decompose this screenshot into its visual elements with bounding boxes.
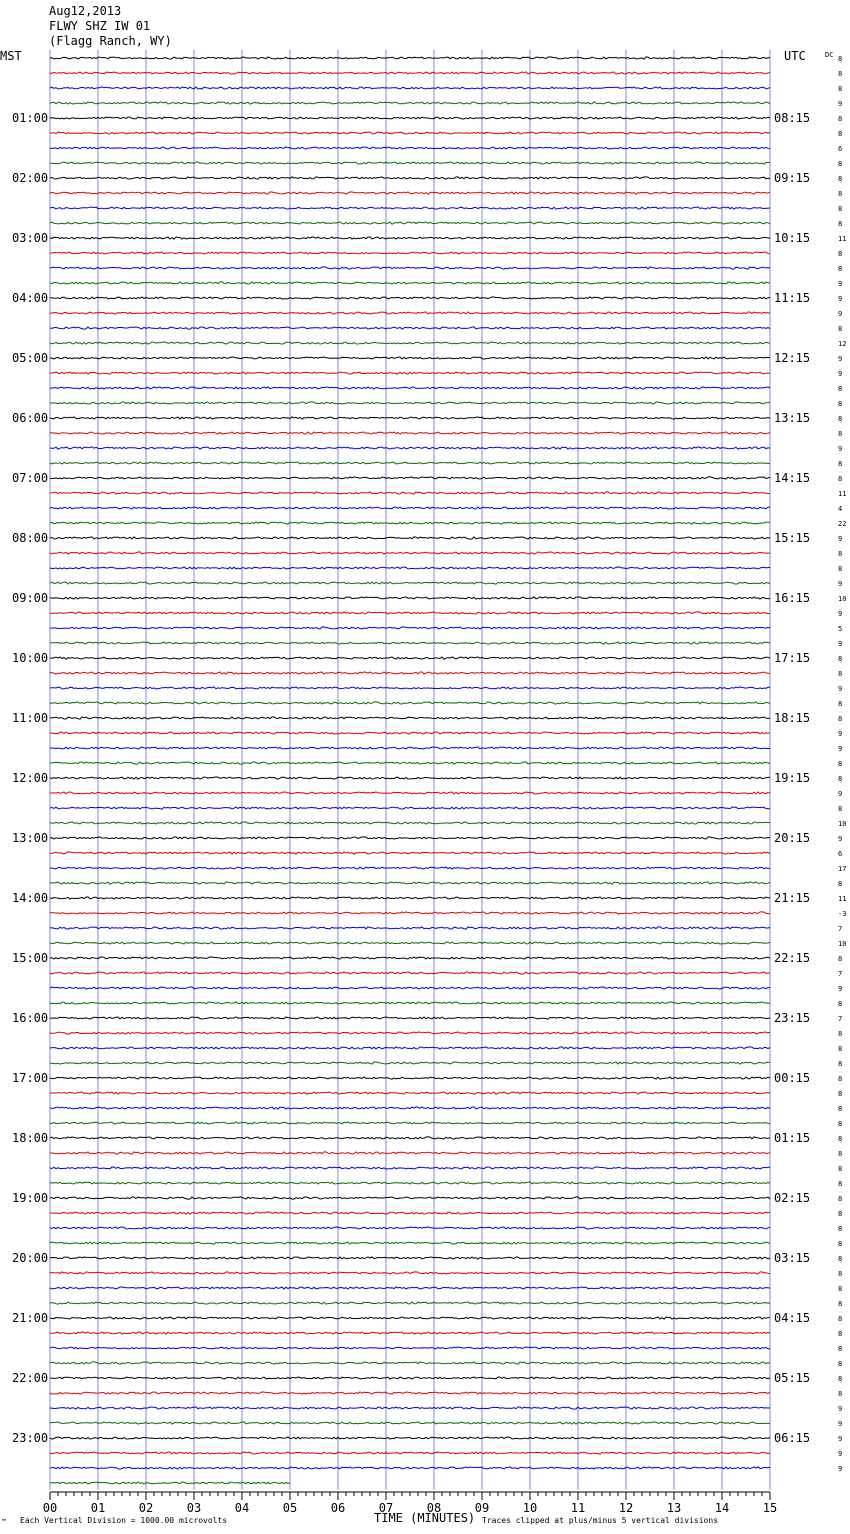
dc-offset-label: 8 [838,880,843,888]
dc-offset-label: 8 [838,385,843,393]
dc-offset-label: 8 [838,655,843,663]
trace-line [50,852,770,854]
right-hour-label: 14:15 [774,471,811,485]
trace-line [50,687,770,689]
trace-line [50,942,770,944]
dc-offset-label: 9 [838,835,843,843]
trace-line [50,1302,770,1304]
dc-offset-label: 9 [838,1405,843,1413]
clip-note: Traces clipped at plus/minus 5 vertical divisions [482,1516,719,1525]
trace-line [50,1422,770,1424]
dc-offset-label: 9 [838,370,843,378]
dc-offset-label: 11 [838,490,847,498]
trace-line [50,72,770,74]
left-hour-label: 04:00 [12,291,49,305]
header-date: Aug12,2013 [49,4,122,18]
trace-line [50,237,770,239]
right-hour-label: 15:15 [774,531,811,545]
trace-line [50,1287,770,1289]
trace-line [50,1482,290,1484]
trace-line [50,822,770,824]
dc-offset-label: 8 [838,1030,843,1038]
dc-offset-label: 10 [838,820,847,828]
dc-offset-label: 8 [838,700,843,708]
trace-line [50,1017,770,1019]
trace-line [50,912,770,914]
dc-offset-label: 8 [838,1210,843,1218]
dc-offset-label: 8 [838,250,843,258]
dc-offset-label: 8 [838,1075,843,1083]
dc-offset-label: 8 [838,1225,843,1233]
dc-offset-label: 9 [838,1420,843,1428]
dc-offset-label: 8 [838,415,843,423]
x-tick-label: 00 [42,1501,58,1515]
dc-offset-label: 8 [838,1300,843,1308]
right-hour-label: 23:15 [774,1011,811,1025]
trace-line [50,357,770,359]
trace-line [50,612,770,614]
x-tick-label: 14 [714,1501,730,1515]
right-hour-label: 22:15 [774,951,811,965]
x-tick-label: 11 [570,1501,586,1515]
dc-offset-label: 4 [838,505,843,513]
trace-line [50,222,770,224]
trace-line [50,957,770,959]
dc-offset-label: 8 [838,55,843,63]
dc-offset-label: 9 [838,580,843,588]
trace-line [50,702,770,704]
trace-line [50,1272,770,1274]
dc-offset-label: 8 [838,1330,843,1338]
trace-line [50,627,770,629]
left-hour-label: 14:00 [12,891,49,905]
dc-offset-label: 8 [838,1195,843,1203]
trace-line [50,1332,770,1334]
dc-offset-label: 8 [838,1105,843,1113]
trace-line [50,1062,770,1064]
dc-offset-label: 6 [838,850,843,858]
trace-line [50,1362,770,1364]
dc-offset-label: 9 [838,730,843,738]
trace-line [50,297,770,299]
trace-line [50,447,770,449]
trace-line [50,1257,770,1259]
trace-line [50,972,770,974]
trace-line [50,807,770,809]
dc-offset-label: 8 [838,1345,843,1353]
x-tick-label: 10 [522,1501,538,1515]
right-hour-label: 12:15 [774,351,811,365]
left-hour-label: 06:00 [12,411,49,425]
dc-offset-label: 8 [838,1180,843,1188]
trace-line [50,1107,770,1109]
dc-offset-label: 9 [838,280,843,288]
dc-offset-label: 8 [838,475,843,483]
trace-line [50,312,770,314]
trace-line [50,1377,770,1379]
left-axis-label: MST [0,49,22,63]
trace-line [50,372,770,374]
left-hour-label: 03:00 [12,231,49,245]
dc-offset-label: 10 [838,595,847,603]
dc-offset-label: 9 [838,745,843,753]
dc-offset-label: 7 [838,1015,843,1023]
right-hour-label: 08:15 [774,111,811,125]
trace-line [50,1437,770,1439]
left-hour-label: 10:00 [12,651,49,665]
trace-line [50,1452,770,1454]
left-hour-label: 17:00 [12,1071,49,1085]
trace-line [50,762,770,764]
trace-line [50,387,770,389]
trace-line [50,282,770,284]
dc-offset-label: 8 [838,1000,843,1008]
left-hour-label: 23:00 [12,1431,49,1445]
dc-offset-label: 8 [838,1270,843,1278]
trace-line [50,777,770,779]
dc-offset-label: 8 [838,460,843,468]
trace-line [50,837,770,839]
right-hour-label: 10:15 [774,231,811,245]
dc-offset-label: 7 [838,970,843,978]
trace-line [50,567,770,569]
scale-note: Each Vertical Division = 1000.00 microvolts [20,1516,228,1525]
dc-offset-label: 9 [838,445,843,453]
trace-line [50,162,770,164]
right-hour-label: 04:15 [774,1311,811,1325]
trace-line [50,1407,770,1409]
dc-offset-label: 6 [838,145,843,153]
right-hour-label: 02:15 [774,1191,811,1205]
dc-offset-label: 8 [838,670,843,678]
dc-offset-label: 8 [838,175,843,183]
trace-line [50,597,770,599]
dc-label: DC [825,51,834,59]
left-hour-label: 20:00 [12,1251,49,1265]
trace-line [50,1047,770,1049]
dc-offset-label: 12 [838,340,847,348]
trace-line [50,1467,770,1469]
trace-line [50,1032,770,1034]
dc-offset-label: 8 [838,1390,843,1398]
trace-line [50,57,770,59]
x-tick-label: 05 [282,1501,298,1515]
x-tick-label: 06 [330,1501,346,1515]
dc-offset-label: 8 [838,1285,843,1293]
dc-offset-label: 8 [838,325,843,333]
trace-line [50,1122,770,1124]
trace-line [50,732,770,734]
left-hour-label: 07:00 [12,471,49,485]
dc-offset-label: 8 [838,1165,843,1173]
left-hour-label: 11:00 [12,711,49,725]
trace-line [50,717,770,719]
x-tick-label: 04 [234,1501,250,1515]
trace-line [50,537,770,539]
right-hour-label: 03:15 [774,1251,811,1265]
right-hour-label: 01:15 [774,1131,811,1145]
trace-line [50,87,770,89]
dc-offset-label: 9 [838,640,843,648]
right-hour-label: 20:15 [774,831,811,845]
trace-line [50,492,770,494]
dc-offset-label: 9 [838,355,843,363]
dc-offset-label: 8 [838,115,843,123]
right-hour-label: 00:15 [774,1071,811,1085]
dc-offset-label: 9 [838,310,843,318]
dc-offset-label: 9 [838,790,843,798]
dc-offset-label: 9 [838,535,843,543]
footer-mark: ™ [2,1518,7,1526]
dc-offset-label: 8 [838,430,843,438]
right-hour-label: 18:15 [774,711,811,725]
trace-line [50,117,770,119]
dc-offset-label: 8 [838,955,843,963]
left-hour-label: 08:00 [12,531,49,545]
header-station: FLWY SHZ IW 01 [49,19,151,33]
trace-line [50,477,770,479]
dc-offset-label: 8 [838,1240,843,1248]
trace-line [50,252,770,254]
right-hour-label: 17:15 [774,651,811,665]
right-axis-label: UTC [784,49,806,63]
dc-offset-label: 9 [838,985,843,993]
dc-offset-label: 9 [838,1465,843,1473]
trace-line [50,657,770,659]
trace-line [50,1092,770,1094]
trace-line [50,642,770,644]
trace-line [50,927,770,929]
trace-line [50,147,770,149]
x-tick-label: 12 [618,1501,634,1515]
left-hour-label: 21:00 [12,1311,49,1325]
trace-line [50,1242,770,1244]
dc-offset-label: 8 [838,1375,843,1383]
seismogram-traces [50,57,770,1484]
trace-line [50,552,770,554]
trace-line [50,1317,770,1319]
trace-line [50,987,770,989]
dc-offset-label: 8 [838,85,843,93]
trace-line [50,792,770,794]
trace-line [50,177,770,179]
trace-line [50,207,770,209]
left-hour-label: 18:00 [12,1131,49,1145]
dc-offset-label: 8 [838,265,843,273]
right-hour-label: 09:15 [774,171,811,185]
left-hour-label: 15:00 [12,951,49,965]
left-hour-label: 02:00 [12,171,49,185]
dc-offset-label: 8 [838,1060,843,1068]
dc-offset-label: 8 [838,130,843,138]
trace-line [50,1212,770,1214]
left-hour-label: 13:00 [12,831,49,845]
dc-offset-label: 8 [838,160,843,168]
dc-offset-label: 9 [838,1450,843,1458]
dc-offset-label: 8 [838,760,843,768]
trace-line [50,1077,770,1079]
dc-offset-label: 8 [838,715,843,723]
dc-offset-label: 8 [838,1090,843,1098]
x-tick-label: 09 [474,1501,490,1515]
trace-line [50,1347,770,1349]
trace-line [50,897,770,899]
x-tick-label: 13 [666,1501,682,1515]
dc-offset-label: 8 [838,1255,843,1263]
dc-offset-label: 8 [838,1045,843,1053]
dc-offset-label: 9 [838,295,843,303]
dc-offset-label: 8 [838,1120,843,1128]
right-hour-label: 11:15 [774,291,811,305]
trace-line [50,522,770,524]
left-hour-label: 12:00 [12,771,49,785]
trace-line [50,1392,770,1394]
trace-line [50,1002,770,1004]
dc-offset-label: 9 [838,685,843,693]
right-hour-label: 19:15 [774,771,811,785]
dc-offset-label: 8 [838,1360,843,1368]
dc-offset-label: 11 [838,895,847,903]
trace-line [50,867,770,869]
left-hour-label: 22:00 [12,1371,49,1385]
dc-offset-label: 8 [838,1135,843,1143]
trace-line [50,582,770,584]
dc-offset-label: 11 [838,235,847,243]
dc-offset-label: 8 [838,70,843,78]
trace-line [50,192,770,194]
trace-line [50,402,770,404]
trace-line [50,1182,770,1184]
dc-offset-label: 9 [838,610,843,618]
trace-line [50,1197,770,1199]
dc-offset-label: -3 [838,910,847,918]
x-tick-label: 07 [378,1501,394,1515]
right-hour-label: 05:15 [774,1371,811,1385]
x-tick-label: 08 [426,1501,442,1515]
trace-line [50,1227,770,1229]
trace-line [50,417,770,419]
dc-offset-label: 17 [838,865,847,873]
dc-offset-label: 7 [838,925,843,933]
right-hour-label: 13:15 [774,411,811,425]
trace-line [50,1167,770,1169]
trace-line [50,102,770,104]
left-hour-label: 05:00 [12,351,49,365]
dc-offset-label: 8 [838,775,843,783]
dc-offset-label: 9 [838,1435,843,1443]
trace-line [50,462,770,464]
right-hour-label: 21:15 [774,891,811,905]
trace-line [50,342,770,344]
right-hour-label: 06:15 [774,1431,811,1445]
dc-offset-label: 8 [838,220,843,228]
dc-offset-label: 8 [838,550,843,558]
x-tick-label: 01 [90,1501,106,1515]
left-hour-label: 16:00 [12,1011,49,1025]
dc-offset-label: 8 [838,805,843,813]
axis-labels [12,55,846,1515]
trace-line [50,1137,770,1139]
trace-line [50,267,770,269]
trace-line [50,507,770,509]
left-hour-label: 01:00 [12,111,49,125]
trace-line [50,747,770,749]
dc-offset-label: 8 [838,565,843,573]
x-tick-label: 15 [762,1501,778,1515]
dc-offset-label: 9 [838,100,843,108]
x-tick-label: 03 [186,1501,202,1515]
trace-line [50,672,770,674]
trace-line [50,1152,770,1154]
x-axis-title: TIME (MINUTES) [374,1511,476,1525]
dc-offset-label: 22 [838,520,847,528]
trace-line [50,432,770,434]
dc-offset-label: 8 [838,1315,843,1323]
dc-offset-label: 8 [838,190,843,198]
trace-line [50,327,770,329]
trace-line [50,132,770,134]
header-location: (Flagg Ranch, WY) [49,34,172,48]
dc-offset-label: 8 [838,400,843,408]
x-tick-label: 02 [138,1501,154,1515]
left-hour-label: 19:00 [12,1191,49,1205]
dc-offset-label: 5 [838,625,843,633]
dc-offset-label: 8 [838,1150,843,1158]
left-hour-label: 09:00 [12,591,49,605]
trace-line [50,882,770,884]
dc-offset-label: 8 [838,205,843,213]
dc-offset-label: 10 [838,940,847,948]
right-hour-label: 16:15 [774,591,811,605]
